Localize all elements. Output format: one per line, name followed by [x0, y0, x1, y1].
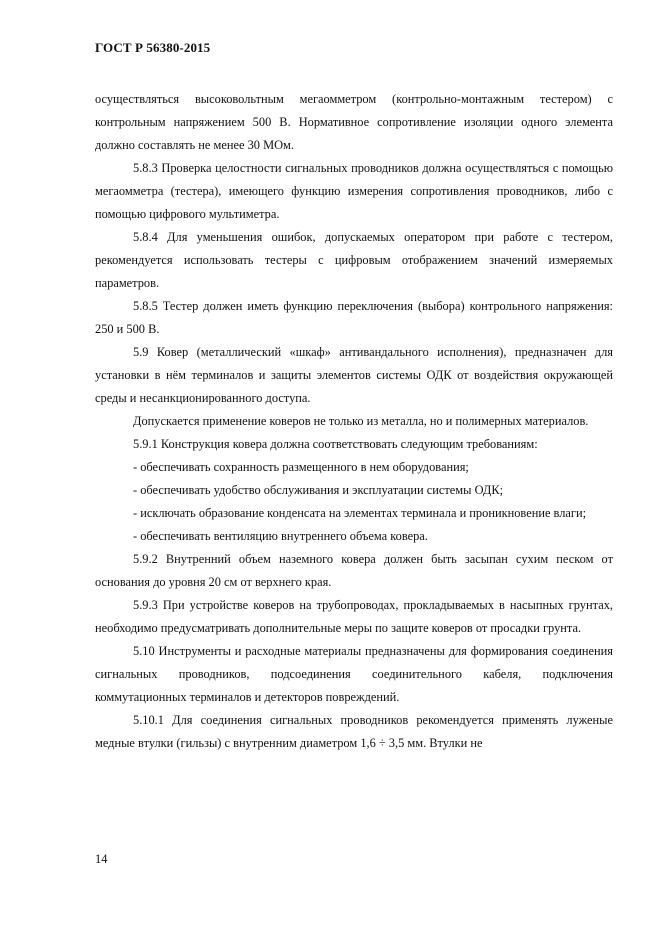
paragraph-5-9-3: 5.9.3 При устройстве коверов на трубопроводах, прокладываемых в насыпных грунтах, необходимо предусматривать дополнительные меры по защите коверов от просадки грунта. — [95, 598, 613, 635]
paragraph-5-8-5: 5.8.5 Тестер должен иметь функцию переключения (выбора) контрольного напряжения: 250 и 500 В. — [95, 299, 613, 336]
paragraph-continuation: осуществляться высоковольтным мегаомметром (контрольно-монтажным тестером) с контрольным напряжением 500 В. Нормативное сопротивление изоляции одного элемента должно составлять не менее 30 МОм. — [95, 92, 613, 152]
document-header: ГОСТ Р 56380-2015 — [95, 40, 211, 55]
list-item: - исключать образование конденсата на элементах терминала и проникновение влаги; — [133, 506, 587, 520]
document-body — [95, 88, 613, 755]
paragraph-materials: Допускается применение коверов не только из металла, но и полимерных материалов. — [133, 414, 589, 428]
paragraph-5-10-1: 5.10.1 Для соединения сигнальных проводников рекомендуется применять луженые медные втулки (гильзы) с внутренним диаметром 1,6 ÷ 3,5 мм. Втулки не — [95, 713, 613, 750]
list-item: - обеспечивать вентиляцию внутреннего объема ковера. — [133, 529, 428, 543]
paragraph-5-10: 5.10 Инструменты и расходные материалы предназначены для формирования соединения сигнальных проводников, подсоединения соединительного кабеля, подключения коммутационных терминалов и детекторов повреждений. — [95, 644, 613, 704]
list-item: - обеспечивать удобство обслуживания и эксплуатации системы ОДК; — [133, 483, 504, 497]
paragraph-5-8-3: 5.8.3 Проверка целостности сигнальных проводников должна осуществляться с помощью мегаомметра (тестера), имеющего функцию измерения сопротивления проводников, либо с помощью цифрового мультиметра. — [95, 161, 613, 221]
page-number: 14 — [95, 852, 108, 866]
paragraph-5-9-1: 5.9.1 Конструкция ковера должна соответствовать следующим требованиям: — [133, 437, 538, 451]
list-item: - обеспечивать сохранность размещенного в нем оборудования; — [133, 460, 469, 474]
paragraph-5-9: 5.9 Ковер (металлический «шкаф» антивандального исполнения), предназначен для установки в нём терминалов и защиты элементов системы ОДК от воздействия окружающей среды и несанкционированного доступа. — [95, 345, 613, 405]
paragraph-5-8-4: 5.8.4 Для уменьшения ошибок, допускаемых оператором при работе с тестером, рекомендуется использовать тестеры с цифровым отображением значений измеряемых параметров. — [95, 230, 613, 290]
paragraph-5-9-2: 5.9.2 Внутренний объем наземного ковера должен быть засыпан сухим песком от основания до уровня 20 см от верхнего края. — [95, 552, 613, 589]
